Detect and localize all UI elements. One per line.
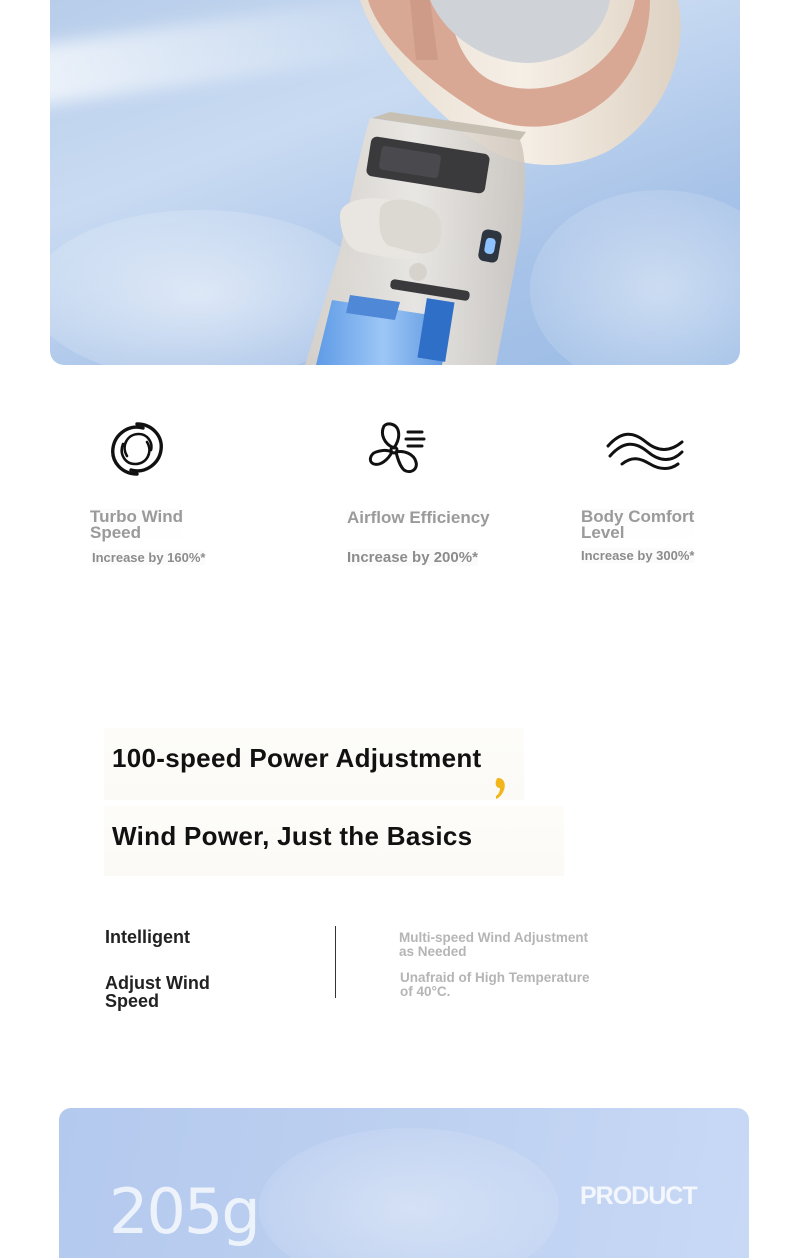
card-glow (259, 1128, 559, 1258)
headline-line-1: 100-speed Power Adjustment (112, 743, 482, 773)
product-label: PRODUCT (580, 1182, 697, 1210)
headline-line-2: Wind Power, Just the Basics (112, 821, 473, 851)
hero-product-image (50, 0, 740, 365)
multi-speed-note: Multi-speed Wind Adjustment as Needed (399, 930, 589, 959)
product-weight: 205g (109, 1175, 259, 1248)
high-temperature-note: Unafraid of High Temperature of 40°C. (400, 970, 590, 999)
feature-title-airflow: Airflow Efficiency (347, 508, 490, 527)
handheld-fan-illustration (50, 0, 740, 365)
fan-blade-icon (366, 420, 428, 480)
feature-subtitle-turbo-wind: Increase by 160%* (92, 550, 206, 565)
feature-subtitle-body-comfort: Increase by 300%* (581, 548, 695, 563)
wave-icon (604, 428, 686, 474)
intelligent-label: Intelligent (105, 927, 190, 947)
feature-title-turbo-wind: Turbo Wind Speed (90, 507, 184, 542)
vertical-divider (335, 926, 336, 998)
accent-comma-mark (494, 776, 508, 804)
adjust-wind-speed-label: Adjust Wind Speed (105, 973, 210, 1011)
feature-subtitle-airflow: Increase by 200%* (347, 549, 478, 566)
feature-title-body-comfort: Body Comfort Level (581, 507, 695, 542)
swirl-icon (107, 420, 167, 478)
product-weight-card (59, 1108, 749, 1258)
